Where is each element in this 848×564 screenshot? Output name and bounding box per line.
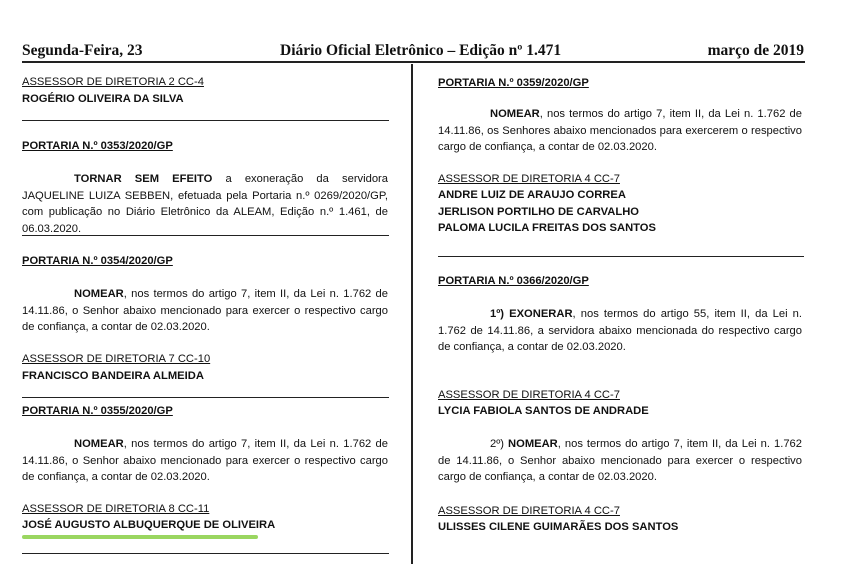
- portaria-body: [438, 436, 802, 486]
- header-date-right: março de 2019: [707, 42, 804, 59]
- role-label: ASSESSOR DE DIRETORIA 2 CC-4: [22, 76, 204, 88]
- role-label: ASSESSOR DE DIRETORIA 8 CC-11: [22, 503, 210, 515]
- portaria-title: PORTARIA N.º 0366/2020/GP: [438, 275, 589, 287]
- portaria-title: PORTARIA N.º 0355/2020/GP: [22, 405, 173, 417]
- portaria-text: a exoneração da servidora JAQUELINE LUIZA SEBBEN, efetuada pela Portaria n.º 0269/2020/GP, com publicação no Diário Eletrônico da ALEAM, Edição n.º 1.461, de 06.03.2020.: [22, 173, 389, 235]
- portaria-text: , nos termos do artigo 7, item II, da Lei n. 1.762 de 14.11.86, o Senhor abaixo mencionado para exercer o respectivo cargo de confiança, a contar de 02.03.2020.: [22, 438, 388, 483]
- portaria-text: , nos termos do artigo 7, item II, da Lei n. 1.762 de 14.11.86, o Senhor abaixo mencionado para exercer o respectivo cargo de confiança, a contar de 02.03.2020.: [22, 288, 388, 333]
- portaria-verb: NOMEAR: [508, 438, 558, 450]
- header-rule: [22, 61, 805, 63]
- appointee-name: FRANCISCO BANDEIRA ALMEIDA: [22, 370, 204, 382]
- column-divider: [411, 64, 413, 564]
- portaria-body: [22, 436, 388, 486]
- portaria-verb: TORNAR SEM EFEITO: [74, 173, 213, 185]
- portaria-verb: NOMEAR: [74, 288, 124, 300]
- portaria-title: PORTARIA N.º 0353/2020/GP: [22, 140, 173, 152]
- portaria-verb: NOMEAR: [490, 108, 540, 120]
- appointee-name: LYCIA FABIOLA SANTOS DE ANDRADE: [438, 405, 649, 417]
- portaria-verb: 1º) EXONERAR: [490, 308, 573, 320]
- green-highlight-underline: [22, 535, 258, 539]
- appointee-name: ROGÉRIO OLIVEIRA DA SILVA: [22, 93, 184, 105]
- section-rule: [22, 120, 389, 121]
- section-rule: [22, 553, 389, 554]
- appointee-name: ANDRE LUIZ DE ARAUJO CORREA: [438, 189, 626, 201]
- section-rule: [22, 397, 389, 398]
- portaria-text: , nos termos do artigo 55, item II, da Lei n. 1.762 de 14.11.86, a servidora abaixo mencionada do respectivo cargo de confiança, a contar de 02.03.2020.: [438, 308, 802, 353]
- portaria-text: , nos termos do artigo 7, item II, da Lei n. 1.762 de 14.11.86, o Senhor abaixo mencionado para exercer o respectivo cargo de confiança, a contar de 02.03.2020.: [438, 438, 802, 483]
- portaria-body: [438, 306, 802, 356]
- section-rule: [22, 235, 389, 236]
- portaria-verb: NOMEAR: [74, 438, 124, 450]
- role-label: ASSESSOR DE DIRETORIA 4 CC-7: [438, 173, 620, 185]
- header-date-left: Segunda-Feira, 23: [22, 42, 143, 59]
- appointee-name: PALOMA LUCILA FREITAS DOS SANTOS: [438, 222, 656, 234]
- appointee-name: ULISSES CILENE GUIMARÃES DOS SANTOS: [438, 521, 679, 533]
- section-rule: [438, 256, 804, 257]
- role-label: ASSESSOR DE DIRETORIA 4 CC-7: [438, 505, 620, 517]
- portaria-body: [438, 106, 802, 156]
- role-label: ASSESSOR DE DIRETORIA 4 CC-7: [438, 389, 620, 401]
- portaria-title: PORTARIA N.º 0354/2020/GP: [22, 255, 173, 267]
- portaria-title: PORTARIA N.º 0359/2020/GP: [438, 77, 589, 89]
- appointee-name: JERLISON PORTILHO DE CARVALHO: [438, 206, 639, 218]
- portaria-text: , nos termos do artigo 7, item II, da Lei n. 1.762 de 14.11.86, os Senhores abaixo mencionados para exercerem o respectivo cargo de confiança, a contar de 02.03.2020.: [438, 108, 802, 153]
- portaria-body: [22, 286, 388, 336]
- role-label: ASSESSOR DE DIRETORIA 7 CC-10: [22, 353, 211, 365]
- item-number: 2º): [490, 438, 509, 450]
- header-publication-title: Diário Oficial Eletrônico – Edição nº 1.471: [280, 42, 562, 59]
- appointee-name: JOSÉ AUGUSTO ALBUQUERQUE DE OLIVEIRA: [22, 519, 276, 531]
- page-header: [22, 42, 804, 60]
- portaria-body: [22, 171, 388, 237]
